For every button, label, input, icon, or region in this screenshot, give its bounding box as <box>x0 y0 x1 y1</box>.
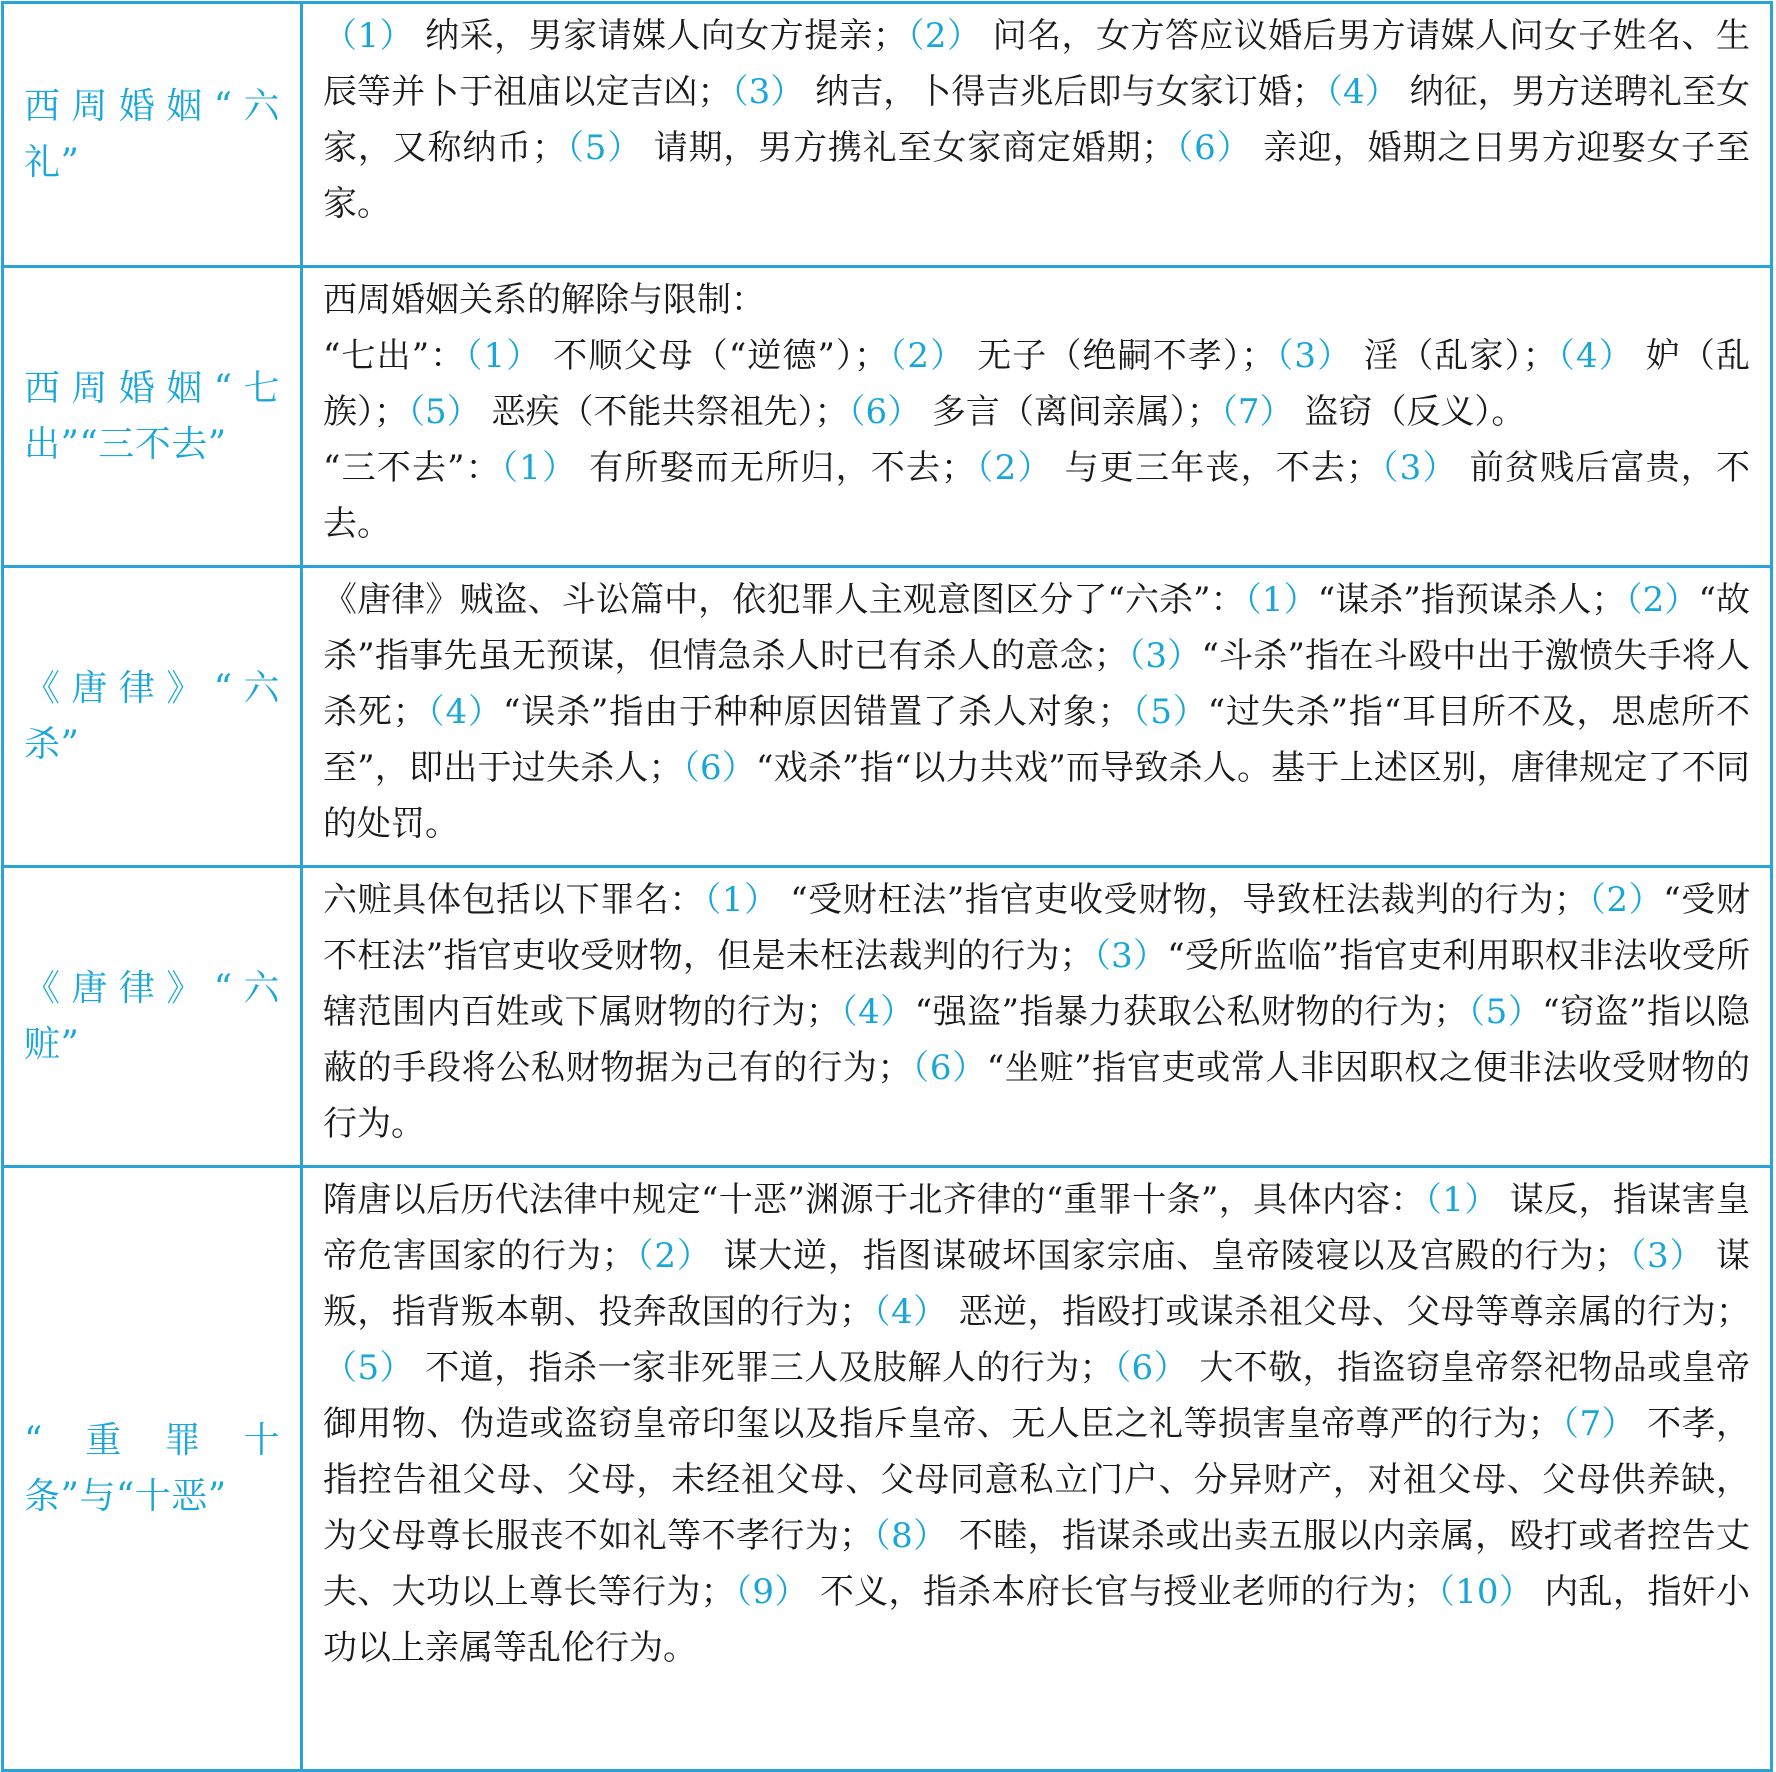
item-number: （6） <box>1113 1348 1189 1388</box>
text-segment: 问名，女方答应议婚后男方请媒人问女子姓名、生辰等并卜于祖庙以定吉凶； <box>323 16 1750 112</box>
item-number: （3） <box>1127 636 1202 676</box>
item-number: （1） <box>465 336 542 376</box>
table-row <box>3 867 1772 1167</box>
text-segment: “窃盗”指以隐蔽的手段将公私财物据为己有的行为； <box>323 992 1751 1088</box>
text-segment: “强盗”指暴力获取公私财物的行为； <box>914 992 1468 1032</box>
text-segment: “斗杀”指在斗殴中出于激愤失手将人杀死； <box>323 636 1750 732</box>
term-cell <box>3 267 302 567</box>
item-number: （3） <box>1628 1236 1705 1276</box>
item-number: （3） <box>1380 448 1458 488</box>
description-cell <box>302 567 1772 867</box>
legal-history-table <box>1 1 1773 1772</box>
text-segment: 与更三年丧，不去； <box>1052 448 1381 488</box>
text-segment: 恶逆，指殴打或谋杀祖父母、父母等尊亲属的行为； <box>947 1292 1750 1332</box>
text-segment: “七出”： <box>323 336 466 376</box>
table-row <box>3 3 1772 267</box>
item-number: （4） <box>426 692 503 732</box>
term-label: 《唐律》“六杀” <box>24 667 280 765</box>
description-text <box>323 272 1750 552</box>
table-body <box>3 3 1772 1771</box>
text-segment: “三不去”： <box>323 448 501 488</box>
text-segment: 纳采，男家请媒人向女方提亲； <box>413 16 907 56</box>
text-segment: 内乱，指奸小功以上亲属等乱伦行为。 <box>323 1572 1751 1668</box>
text-segment: 妒（乱族）； <box>323 336 1750 432</box>
item-number: （4） <box>1556 336 1634 376</box>
text-segment: “故杀”指事先虽无预谋，但情急杀人时已有杀人的意念； <box>323 580 1750 676</box>
item-number: （9） <box>734 1572 809 1612</box>
table-row <box>3 267 1772 567</box>
text-segment: 请期，男方携礼至女家商定婚期； <box>642 128 1176 168</box>
text-segment: 西周婚姻关系的解除与限制： <box>323 280 765 320</box>
text-segment: 无子（绝嗣不孝）； <box>965 336 1276 376</box>
item-number: （6） <box>682 748 757 788</box>
text-segment: 不孝，指控告祖父母、父母，未经祖父母、父母同意私立门户、分异财产，对祖父母、父母供养缺，为父母尊长服丧不如礼等不孝行为； <box>323 1404 1750 1556</box>
text-segment: 大不敬，指盗窃皇帝祭祀物品或皇帝御用物、伪造或盗窃皇帝印玺以及指斥皇帝、无人臣之礼等损害皇帝尊严的行为； <box>323 1348 1750 1444</box>
text-segment: 不义，指杀本府长官与授业老师的行为； <box>808 1572 1438 1612</box>
item-number: （2） <box>1625 580 1699 620</box>
item-number: （6） <box>1175 128 1252 168</box>
term-cell <box>3 567 302 867</box>
item-number: （6） <box>911 1048 987 1088</box>
item-number: （3） <box>731 72 805 112</box>
item-number: （7） <box>1561 1404 1636 1444</box>
description-cell <box>302 3 1772 267</box>
item-number: （7） <box>1220 392 1294 432</box>
text-segment: 恶疾（不能共祭祖先）； <box>480 392 849 432</box>
item-number: （8） <box>873 1516 948 1556</box>
text-segment: “受所监临”指官吏利用职权非法收受所辖范围内百姓或下属财物的行为； <box>323 936 1750 1032</box>
text-segment: 六赃具体包括以下罪名： <box>323 880 705 920</box>
description-cell <box>302 867 1772 1167</box>
description-text <box>323 8 1750 232</box>
text-segment: 谋大逆，指图谋破坏国家宗庙、皇帝陵寝以及宫殿的行为； <box>711 1236 1629 1276</box>
item-number: （1） <box>323 16 414 56</box>
text-segment: 前贫贱后富贵，不去。 <box>323 448 1750 544</box>
term-cell <box>3 1167 302 1771</box>
description-cell <box>302 1167 1772 1771</box>
item-number: （5） <box>1131 692 1208 732</box>
item-number: （5） <box>566 128 643 168</box>
table-row <box>3 1167 1772 1771</box>
text-segment: “过失杀”指“耳目所不及，思虑所不至”，即出于过失杀人； <box>323 692 1751 788</box>
description-cell <box>302 267 1772 567</box>
item-number: （2） <box>975 448 1053 488</box>
text-segment: 淫（乱家）； <box>1352 336 1557 376</box>
text-segment: 谋叛，指背叛本朝、投奔敌国的行为； <box>323 1236 1751 1332</box>
text-segment: 隋唐以后历代法律中规定“十恶”渊源于北齐律的“重罪十条”，具体内容： <box>323 1180 1425 1220</box>
term-cell <box>3 3 302 267</box>
item-number: （5） <box>323 1348 414 1388</box>
item-number: （4） <box>1325 72 1399 112</box>
text-segment: “坐赃”指官吏或常人非因职权之便非法收受财物的行为。 <box>323 1048 1750 1144</box>
term-label: “重罪十条”与“十恶” <box>24 1419 280 1517</box>
item-number: （3） <box>1275 336 1353 376</box>
item-number: （5） <box>1467 992 1543 1032</box>
text-segment: “误杀”指由于种种原因错置了杀人对象； <box>502 692 1132 732</box>
text-segment: 纳吉，卜得吉兆后即与女家订婚； <box>804 72 1326 112</box>
text-segment: 亲迎，婚期之日男方迎娶女子至家。 <box>323 128 1751 224</box>
item-number: （1） <box>704 880 779 920</box>
table-row <box>3 567 1772 867</box>
term-label: 西周婚姻“七出”“三不去” <box>24 367 280 465</box>
text-segment: 《唐律》贼盗、斗讼篇中，依犯罪人主观意图区分了“六杀”： <box>323 580 1245 620</box>
text-segment: 纳征，男方送聘礼至女家，又称纳币； <box>323 72 1751 168</box>
item-number: （2） <box>1588 880 1664 920</box>
item-number: （6） <box>848 392 922 432</box>
text-segment: “谋杀”指预谋杀人； <box>1317 580 1626 620</box>
description-text <box>323 872 1750 1152</box>
text-segment: 谋反，指谋害皇帝危害国家的行为； <box>323 1180 1750 1276</box>
text-segment: 多言（离间亲属）； <box>921 392 1221 432</box>
item-number: （10） <box>1437 1572 1534 1612</box>
description-text <box>323 1172 1750 1676</box>
item-number: （4） <box>840 992 915 1032</box>
item-number: （4） <box>873 1292 948 1332</box>
item-number: （1） <box>1244 580 1318 620</box>
text-segment: 盗窃（反义）。 <box>1293 392 1526 432</box>
text-segment: 不顺父母（“逆德”）； <box>541 336 889 376</box>
item-number: （1） <box>1424 1180 1499 1220</box>
text-segment: “受财不枉法”指官吏收受财物，但是未枉法裁判的行为； <box>323 880 1750 976</box>
item-number: （2） <box>907 16 982 56</box>
text-segment: 有所娶而无所归，不去； <box>577 448 976 488</box>
term-label: 《唐律》“六赃” <box>24 967 280 1065</box>
text-segment: 不睦，指谋杀或出卖五服以内亲属，殴打或者控告丈夫、大功以上尊长等行为； <box>323 1516 1750 1612</box>
description-text <box>323 572 1750 852</box>
term-cell <box>3 867 302 1167</box>
item-number: （2） <box>888 336 966 376</box>
item-number: （1） <box>500 448 578 488</box>
text-segment: “戏杀”指“以力共戏”而导致杀人。基于上述区别，唐律规定了不同的处罚。 <box>323 748 1750 844</box>
item-number: （3） <box>1093 936 1168 976</box>
item-number: （5） <box>408 392 481 432</box>
text-segment: 不道，指杀一家非死罪三人及肢解人的行为； <box>413 1348 1114 1388</box>
term-label: 西周婚姻“六礼” <box>24 85 280 183</box>
item-number: （2） <box>635 1236 712 1276</box>
text-segment: “受财枉法”指官吏收受财物，导致枉法裁判的行为； <box>778 880 1589 920</box>
